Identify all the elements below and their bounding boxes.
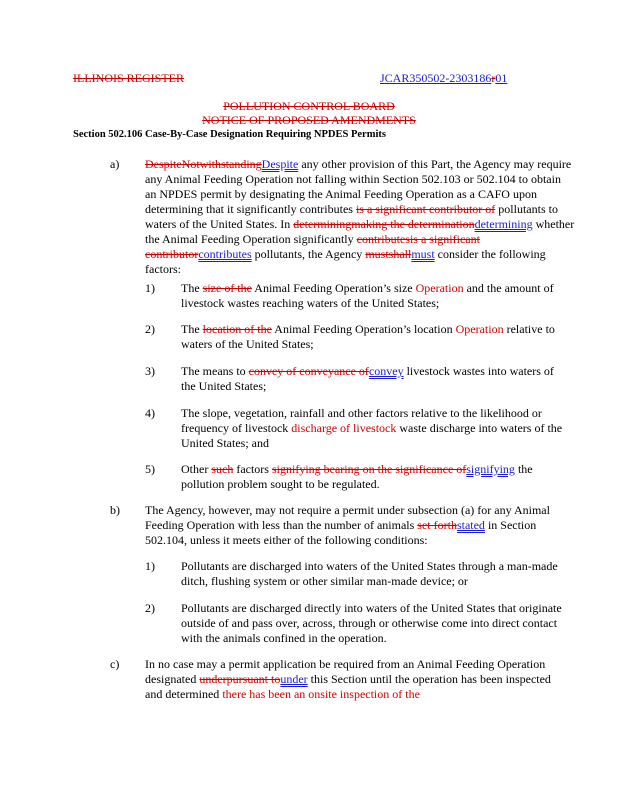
inserted-text: contributes — [198, 247, 252, 261]
inserted-text: under — [280, 672, 308, 686]
deleted-text: shall — [388, 247, 412, 261]
item-a5-text — [181, 462, 571, 492]
body-text: The — [181, 281, 203, 295]
deleted-text: pursuant to — [226, 672, 281, 686]
board-title: POLLUTION CONTROL BOARD — [223, 99, 395, 113]
body-text: The — [181, 322, 203, 336]
inserted-text: determining — [474, 217, 533, 231]
body-text: pollutants to waters of the United States. In — [145, 202, 558, 231]
item-a1-label: 1) — [145, 281, 155, 295]
deleted-text: location of the — [202, 322, 272, 336]
deleted-text: must — [365, 247, 389, 261]
subsection-b-text — [145, 503, 577, 548]
deleted-text: is a significant contributor of — [355, 202, 496, 216]
notice-title: NOTICE OF PROPOSED AMENDMENTS — [202, 113, 416, 127]
body-text: Animal Feeding Operation’s size — [251, 281, 416, 295]
deleted-text: contributes — [356, 232, 410, 246]
deleted-text: under — [199, 672, 227, 686]
deleted-text: Despite — [145, 157, 182, 171]
header-code-suffix: 01 — [495, 71, 508, 85]
header-code: JCAR350502-2303186 — [380, 71, 492, 85]
body-text: The Agency, however, may not require a permit under subsection (a) for any Animal Feeding Operation with less than the number of animals — [145, 503, 550, 532]
deleted-text: convey of conveyance of — [248, 364, 369, 378]
inserted-text: convey — [368, 364, 404, 378]
item-a4-label: 4) — [145, 406, 155, 420]
deleted-text: such — [211, 462, 234, 476]
body-text: factors — [233, 462, 272, 476]
body-text: Animal Feeding Operation’s location — [271, 322, 456, 336]
red-text: discharge of livestock — [291, 421, 397, 435]
subsection-a-label: a) — [110, 157, 120, 171]
section-heading: Section 502.106 Case-By-Case Designation Requiring NPDES Permits — [73, 129, 386, 140]
item-b1-text: Pollutants are discharged into waters of the United States through a man-made ditch, flushing system or other similar man-made device; or — [181, 559, 558, 588]
red-text: Operation — [415, 281, 464, 295]
deleted-text: Notwithstanding — [181, 157, 262, 171]
body-text: In no case may a permit application be required from an Animal Feeding Operation designated — [145, 657, 546, 686]
item-a1-text — [181, 281, 571, 311]
deleted-text: determining — [293, 217, 352, 231]
deleted-text: size of the — [202, 281, 252, 295]
deleted-text: is a significant contributor — [145, 232, 480, 261]
item-b1-label: 1) — [145, 559, 155, 573]
body-text: the pollution problem sought to be regulated. — [181, 462, 533, 491]
red-text: Operation — [455, 322, 504, 336]
deleted-text: signifying bearing on the significance of — [271, 462, 467, 476]
body-text: any other provision of this Part, the Agency may require any Animal Feeding Operation not falling within Section 502.103 or 502.104 to obtain an NPDES permit by designating the Animal Feeding Operation as a CAFO upon determining that it significantly contributes — [145, 157, 572, 216]
item-a2-label: 2) — [145, 322, 155, 336]
body-text: relative to waters of the United States; — [181, 322, 555, 351]
inserted-text: signifying — [466, 462, 515, 476]
inserted-text: stated — [456, 518, 485, 532]
deleted-text: making the determination — [351, 217, 475, 231]
body-text: in Section 502.104, unless it meets either of the following conditions: — [145, 518, 537, 547]
red-text: there has been an onsite inspection of the — [222, 687, 420, 701]
body-text: whether the Animal Feeding Operation significantly — [145, 217, 575, 246]
body-text: The slope, vegetation, rainfall and other factors relative to the likelihood or frequency of livestock — [181, 406, 542, 435]
subsection-a-text — [145, 157, 575, 277]
item-a3-text — [181, 364, 571, 394]
subsection-b-label: b) — [110, 503, 120, 517]
body-text: this Section until the operation has been inspected and determined — [145, 672, 551, 701]
inserted-text: must — [411, 247, 435, 261]
body-text: livestock wastes into waters of the United States; — [181, 364, 554, 393]
body-text: Other — [181, 462, 212, 476]
item-a5-label: 5) — [145, 462, 155, 476]
body-text: waste discharge into waters of the United States; and — [181, 421, 563, 450]
subsection-c-text — [145, 657, 565, 702]
item-b2-text: Pollutants are discharged directly into waters of the United States that originate outside of and pass over, across, through or otherwise come into direct contact with the animals confined in the operation. — [181, 601, 562, 645]
deleted-text: set forth — [417, 518, 457, 532]
header-code-deleted: r — [491, 71, 496, 85]
header-right — [380, 71, 507, 86]
body-text: The means to — [181, 364, 249, 378]
header-left: ILLINOIS REGISTER — [73, 71, 184, 85]
item-a2-text — [181, 322, 571, 352]
body-text: and the amount of livestock wastes reaching waters of the United States; — [181, 281, 554, 310]
body-text: pollutants, the Agency — [251, 247, 366, 261]
body-text: consider the following factors: — [145, 247, 546, 276]
item-b2-label: 2) — [145, 601, 155, 615]
item-a4-text — [181, 406, 581, 451]
item-a3-label: 3) — [145, 364, 155, 378]
subsection-c-label: c) — [110, 657, 120, 671]
inserted-text: Despite — [261, 157, 299, 171]
